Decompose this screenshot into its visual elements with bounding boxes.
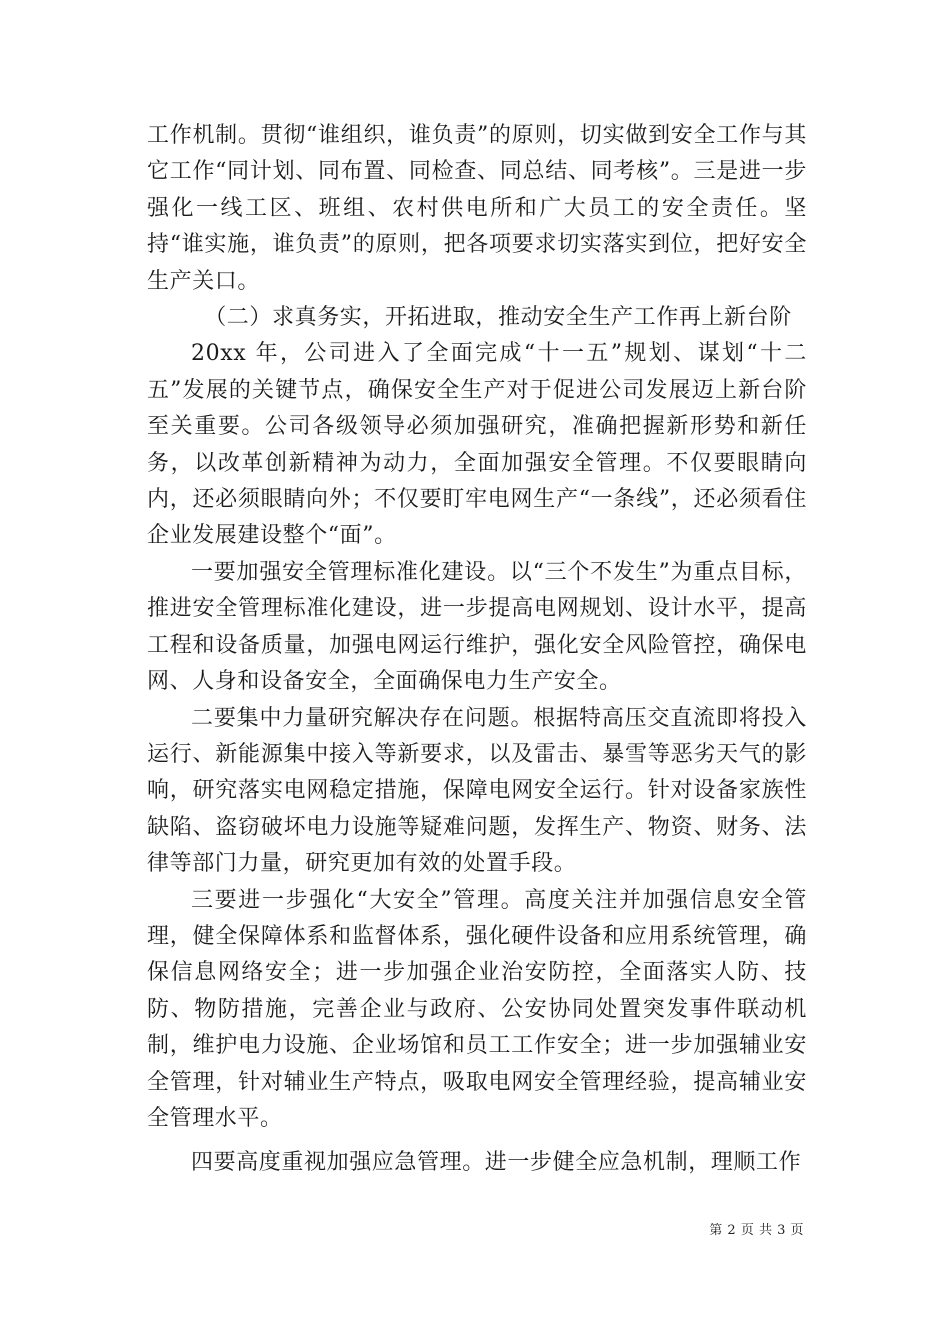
paragraph-intro: 20xx 年，公司进入了全面完成“十一五”规划、谋划“十二五”发展的关键节点，确保安全生产对于促进公司发展迈上新台阶至关重要。公司各级领导必须加强研究，准确把握新形势和新任务，以改革创新精神为动力，全面加强安全管理。不仅要眼睛向内，还必须眼睛向外；不仅要盯牢电网生产“一条线”，还必须看住企业发展建设整个“面”。 bbox=[147, 341, 807, 549]
page-number: 第 2 页 共 3 页 bbox=[709, 1223, 804, 1238]
paragraph-point-four: 四要高度重视加强应急管理。进一步健全应急机制，理顺工作 bbox=[191, 1150, 802, 1176]
section-heading: （二）求真务实，开拓进取，推动安全生产工作再上新台阶 bbox=[204, 305, 792, 331]
paragraph-point-three: 三要进一步强化“大安全”管理。高度关注并加强信息安全管理，健全保障体系和监督体系，强化硬件设备和应用系统管理，确保信息网络安全；进一步加强企业治安防控，全面落实人防、技防、物防措施，完善企业与政府、公安协同处置突发事件联动机制，维护电力设施、企业场馆和员工工作安全；进一步加强辅业安全管理，针对辅业生产特点，吸取电网安全管理经验，提高辅业安全管理水平。 bbox=[147, 887, 807, 1131]
paragraph-point-one: 一要加强安全管理标准化建设。以“三个不发生”为重点目标，推进安全管理标准化建设，进一步提高电网规划、设计水平，提高工程和设备质量，加强电网运行维护，强化安全风险管控，确保电网、人身和设备安全，全面确保电力生产安全。 bbox=[147, 559, 807, 695]
paragraph-continuation: 工作机制。贯彻“谁组织，谁负责”的原则，切实做到安全工作与其它工作“同计划、同布置、同检查、同总结、同考核”。三是进一步强化一线工区、班组、农村供电所和广大员工的安全责任。坚持“谁实施，谁负责”的原则，把各项要求切实落实到位，把好安全生产关口。 bbox=[147, 123, 807, 294]
paragraph-point-two: 二要集中力量研究解决存在问题。根据特高压交直流即将投入运行、新能源集中接入等新要求，以及雷击、暴雪等恶劣天气的影响，研究落实电网稳定措施，保障电网安全运行。针对设备家族性缺陷、盗窃破坏电力设施等疑难问题，发挥生产、物资、财务、法律等部门力量，研究更加有效的处置手段。 bbox=[147, 705, 807, 877]
document-body bbox=[147, 118, 807, 1182]
